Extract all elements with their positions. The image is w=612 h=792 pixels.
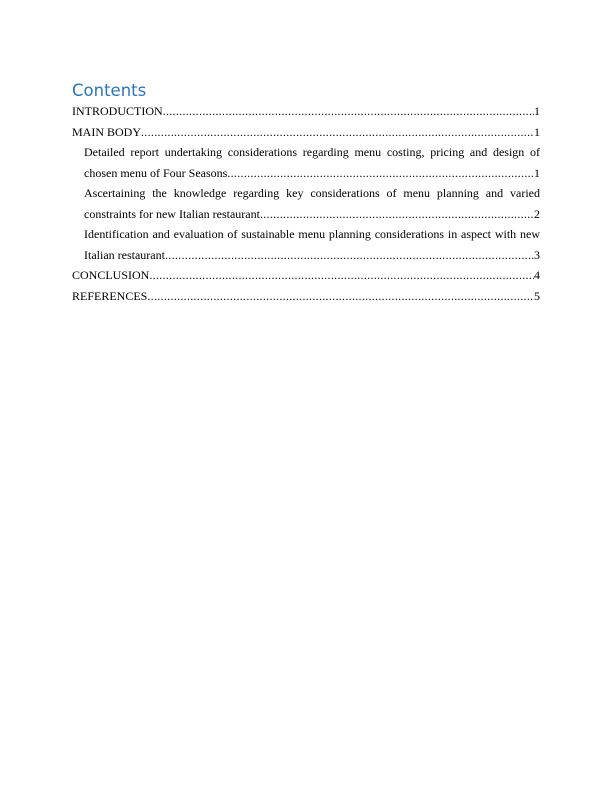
toc-entry-references[interactable] <box>72 286 540 307</box>
toc-page-number: 2 <box>534 206 540 221</box>
dot-leader <box>141 122 534 143</box>
dot-leader <box>149 265 534 286</box>
toc-page-number: 3 <box>534 247 540 262</box>
toc-page-number: 1 <box>534 104 540 118</box>
toc-page-number: 1 <box>534 165 540 180</box>
toc-page-number: 1 <box>534 124 540 139</box>
toc-entry-line <box>84 245 540 266</box>
table-of-contents <box>72 101 540 306</box>
toc-entry-introduction[interactable] <box>72 101 540 122</box>
toc-entry-sustainable-menu[interactable] <box>72 224 540 265</box>
toc-entry-line <box>84 163 540 184</box>
toc-entry-title: MAIN BODY <box>72 124 141 139</box>
toc-page-number: 5 <box>534 288 540 303</box>
dot-leader <box>227 163 534 184</box>
toc-entry-line <box>84 204 540 225</box>
toc-entry-line <box>72 265 540 286</box>
dot-leader <box>147 286 534 307</box>
toc-entry-line <box>72 286 540 307</box>
toc-entry-main-body[interactable] <box>72 122 540 143</box>
toc-entry-title: INTRODUCTION <box>72 104 163 118</box>
dot-leader <box>165 245 534 266</box>
toc-entry-title: CONCLUSION <box>72 268 150 282</box>
toc-entry-title: REFERENCES <box>72 288 148 303</box>
toc-entry-title-line-1: Detailed report undertaking considerations regarding menu costing, pricing and design of <box>84 145 540 159</box>
toc-entry-conclusion[interactable] <box>72 265 540 286</box>
toc-entry-menu-costing[interactable] <box>72 142 540 183</box>
toc-entry-line <box>72 101 540 122</box>
dot-leader <box>163 101 534 122</box>
toc-entry-line <box>72 122 540 143</box>
toc-entry-title-line-2: chosen menu of Four Seasons <box>84 165 228 180</box>
toc-page-number: 4 <box>534 268 540 282</box>
toc-heading: Contents <box>72 81 147 100</box>
toc-entry-title-line-2: constraints for new Italian restaurant <box>84 206 260 221</box>
toc-entry-title-line-1: Ascertaining the knowledge regarding key considerations of menu planning and varied <box>84 186 540 200</box>
toc-entry-menu-planning[interactable] <box>72 183 540 224</box>
dot-leader <box>260 204 534 225</box>
toc-entry-title-line-2: Italian restaurant <box>84 247 165 262</box>
toc-entry-title-line-1: Identification and evaluation of sustainable menu planning considerations in aspect with new <box>84 227 540 241</box>
